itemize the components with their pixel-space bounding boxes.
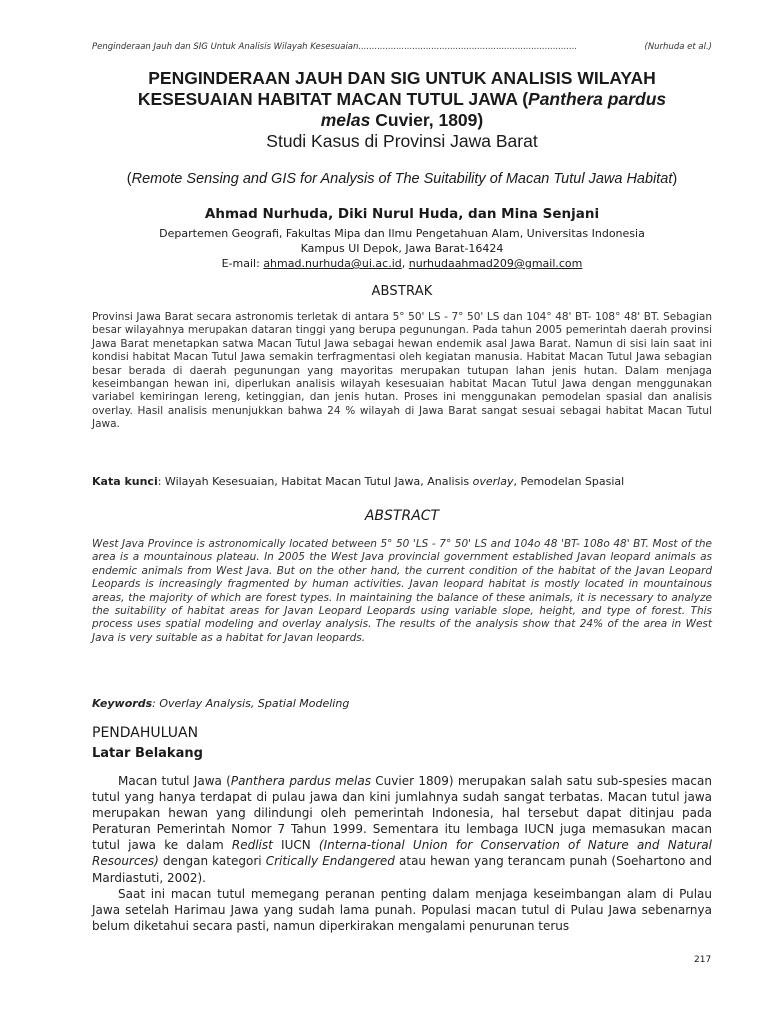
- kata-kunci-text-c: , Pemodelan Spasial: [513, 475, 625, 488]
- affiliation-line-1: Departemen Geografi, Fakultas Mipa dan Ilmu Pengetahuan Alam, Universitas Indonesia: [159, 227, 645, 240]
- body-p1-i: atau hewan yang terancam punah (Soehartono and Mardiastuti, 2002).: [92, 854, 712, 885]
- running-header: [92, 42, 712, 52]
- keywords: [92, 697, 712, 710]
- abstract-heading: ABSTRACT: [364, 508, 440, 524]
- affiliation: [92, 226, 712, 271]
- english-title-text: Remote Sensing and GIS for Analysis of The Suitability of Macan Tutul Jawa Habitat: [131, 171, 673, 187]
- keywords-label: Keywords: [92, 697, 153, 710]
- abstrak-text: Provinsi Jawa Barat secara astronomis terletak di antara 5° 50' LS - 7° 50' LS dan 104° 48' BT- 108° 48' BT. Sebagian besar wilayahnya merupakan dataran tinggi yang berupa pegunungan. Pada tahun 2005 pemerintah daerah provinsi Jawa Barat menetapkan satwa Macan Tutul Jawa sebagai hewan endemik asal Jawa Barat. Namun di sisi lain saat ini kondisi habitat Macan Tutul Jawa semakin terfragmentasi oleh kegiatan manusia. Habitat Macan Tutul Jawa sebagian besar berada di daerah pegunungan yang mayoritas merupakan tutupan lahan jenis hutan. Dalam menjaga keseimbangan hewan ini, diperlukan analisis wilayah kesesuaian habitat Macan Tutul Jawa dengan menggunakan variabel kemiringan lereng, ketinggian, dan jenis hutan. Proses ini menggunakan pemodelan spasial dan analisis overlay. Hasil analisis menunjukkan bahwa 24 % wilayah di Jawa Barat sangat sesuai sebagai habitat Macan Tutul Jawa.: [92, 311, 712, 431]
- author-list: Ahmad Nurhuda, Diki Nurul Huda, dan Mina Senjani: [204, 206, 600, 222]
- title-line-3: Cuvier, 1809): [370, 110, 484, 130]
- english-title: [92, 171, 712, 187]
- email-label: E-mail:: [221, 257, 264, 270]
- email-link-2[interactable]: nurhudaahmad209@gmail.com: [408, 257, 583, 270]
- abstrak-heading: ABSTRAK: [371, 284, 433, 299]
- body-p1-redlist: Redlist: [231, 838, 273, 853]
- running-header-authors: (Nurhuda et al.): [644, 42, 712, 52]
- body-paragraph-1: [92, 773, 712, 886]
- paper-title: [92, 68, 712, 131]
- body-p1-c: Cuvier 1809) merupakan salah satu sub-spesies macan tutul yang hanya terdapat di pulau jawa dan kini jumlahnya sudah sangat terbatas. Macan tutul jawa merupakan hewan yang dilindungi oleh pemerintah Indonesia, hal tersebut dapat ditinjau pada Peraturan Pemerintah Nomor 7 Tahun 1999. Sementara itu lembaga IUCN juga memasukan macan tutul jawa ke dalam: [92, 774, 712, 853]
- body-text: [92, 773, 712, 934]
- paper-subtitle: Studi Kasus di Provinsi Jawa Barat: [266, 131, 538, 151]
- email-line: [92, 256, 712, 271]
- kata-kunci-text-b: overlay: [472, 475, 514, 488]
- body-p1-species: Panthera pardus melas: [230, 774, 371, 788]
- body-p1-iucn-name: (Interna-tional Union for Conservation of Nature and Natural Resources): [92, 838, 712, 869]
- english-title-open: (: [126, 171, 132, 187]
- body-p1-a: Macan tutul Jawa (: [118, 774, 231, 788]
- body-p1-category: Critically Endangered: [265, 854, 395, 869]
- body-p1-e: IUCN: [272, 838, 319, 853]
- body-p1-g: dengan kategori: [158, 854, 266, 869]
- body-paragraph-2: Saat ini macan tutul memegang peranan penting dalam menjaga keseimbangan alam di Pulau Jawa setelah Harimau Jawa yang sudah lama punah. Populasi macan tutul di Pulau Jawa sebenarnya belum diketahui secara pasti, namun diperkirakan mengalami penurunan terus: [92, 886, 712, 933]
- kata-kunci-text-a: : Wilayah Kesesuaian, Habitat Macan Tutul Jawa, Analisis: [157, 475, 473, 488]
- subsection-heading: Latar Belakang: [92, 746, 203, 761]
- affiliation-line-2: Kampus UI Depok, Jawa Barat-16424: [300, 242, 504, 255]
- english-title-close: ): [672, 171, 678, 187]
- title-species-italic-1: Panthera pardus: [528, 89, 667, 109]
- title-line-1: PENGINDERAAN JAUH DAN SIG UNTUK ANALISIS WILAYAH: [148, 68, 656, 88]
- keywords-text: : Overlay Analysis, Spatial Modeling: [152, 697, 350, 710]
- section-heading: PENDAHULUAN: [92, 725, 199, 741]
- running-header-title: Penginderaan Jauh dan SIG Untuk Analisis Wilayah Kesesuaian.................................................................................: [92, 42, 578, 52]
- title-species-italic-2: melas: [320, 110, 371, 130]
- kata-kunci-label: Kata kunci: [92, 475, 158, 488]
- page-number: 217: [694, 955, 712, 965]
- abstract-text: West Java Province is astronomically located between 5° 50 'LS - 7° 50' LS and 104o 48 'BT- 108o 48' BT. Most of the area is a mountainous plateau. In 2005 the West Java provincial government established Javan leopard animals as endemic animals from West Java. But on the other hand, the current condition of the habitat of the Javan Leopard Leopards is increasingly fragmented by human activities. Javan leopard habitat is mostly located in mountainous areas, the majority of which are forest types. In maintaining the balance of these animals, it is necessary to analyze the suitability of habitat areas for Javan Leopard Leopards using variable slope, height, and type of forest. This process uses spatial modeling and overlay analysis. The results of the analysis show that 24% of the area in West Java is very suitable as a habitat for Javan leopards.: [92, 538, 712, 644]
- title-block: [92, 68, 712, 152]
- kata-kunci: [92, 475, 712, 488]
- title-line-2: KESESUAIAN HABITAT MACAN TUTUL JAWA (: [137, 89, 529, 109]
- email-separator: ,: [401, 257, 409, 270]
- email-link-1[interactable]: ahmad.nurhuda@ui.ac.id: [263, 257, 402, 270]
